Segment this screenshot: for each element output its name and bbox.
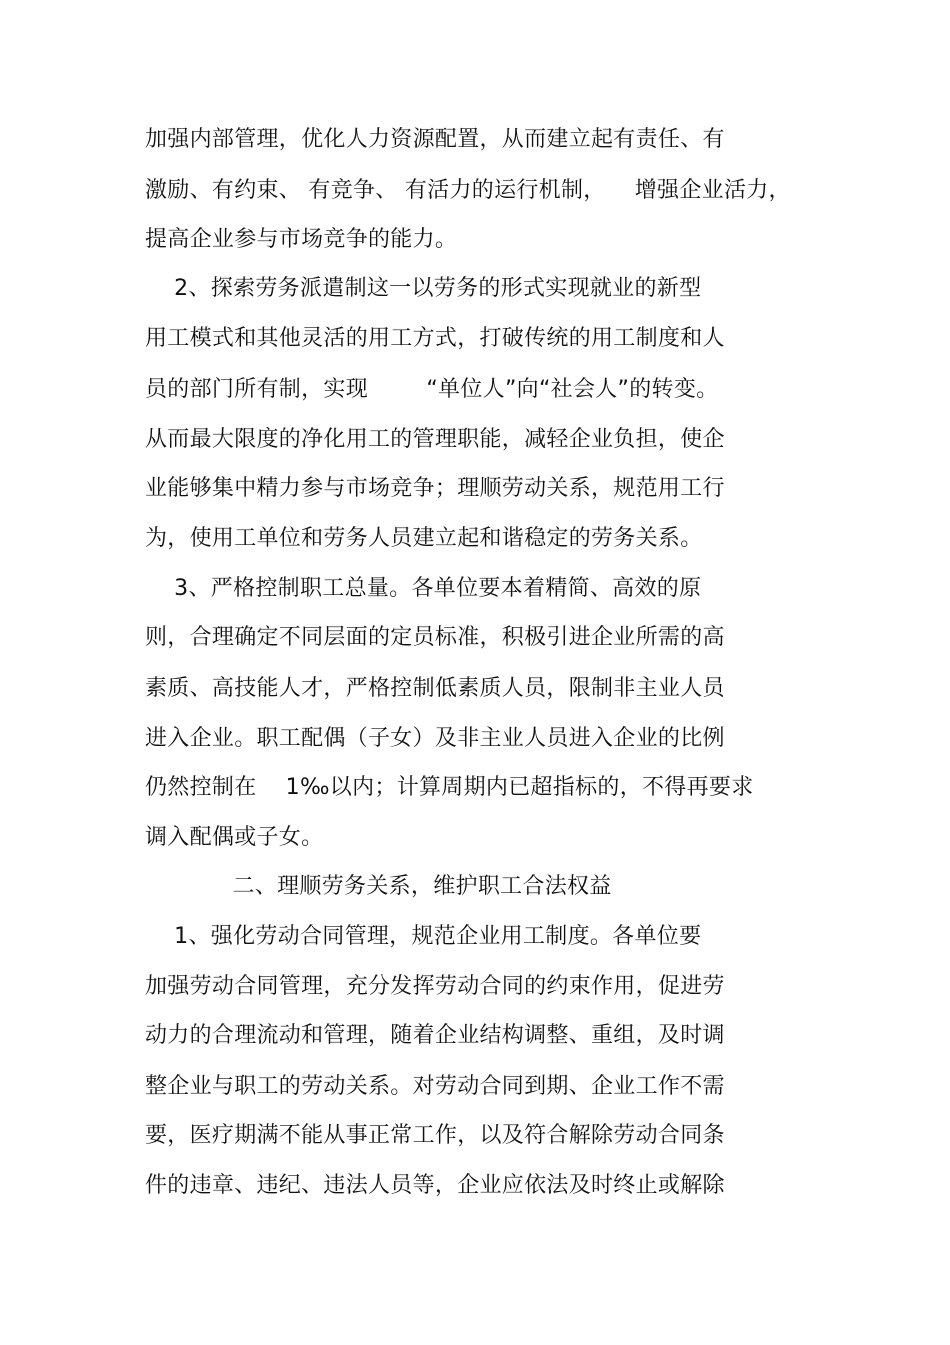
text-line: 用工模式和其他灵活的用工方式，打破传统的用工制度和人 — [145, 326, 725, 351]
section-heading: 二、理顺劳务关系，维护职工合法权益 — [145, 874, 612, 899]
text-line: 整企业与职工的劳动关系。对劳动合同到期、企业工作不需 — [145, 1074, 725, 1099]
text-line: 进入企业。职工配偶（子女）及非主业人员进入企业的比例 — [145, 726, 725, 751]
text-line: 员的部门所有制，实现 “单位人”向“社会人”的转变。 — [145, 377, 719, 402]
text-line: 激励、有约束、 有竞争、 有活力的运行机制， 增强企业活力， — [145, 178, 791, 203]
text-line: 动力的合理流动和管理，随着企业结构调整、重组，及时调 — [145, 1023, 725, 1048]
text-line: 提高企业参与市场竞争的能力。 — [145, 227, 458, 252]
text-line: 2、探索劳务派遣制这一以劳务的形式实现就业的新型 — [145, 276, 702, 301]
text-line: 1、强化劳动合同管理，规范企业用工制度。各单位要 — [145, 924, 702, 949]
text-line: 则，合理确定不同层面的定员标准，积极引进企业所需的高 — [145, 625, 725, 650]
text-line: 3、严格控制职工总量。各单位要本着精简、高效的原 — [145, 576, 702, 601]
text-line: 件的违章、违纪、违法人员等，企业应依法及时终止或解除 — [145, 1173, 725, 1198]
text-line: 业能够集中精力参与市场竞争；理顺劳动关系，规范用工行 — [145, 476, 725, 501]
text-line: 加强内部管理，优化人力资源配置，从而建立起有责任、有 — [145, 127, 725, 152]
text-line: 加强劳动合同管理，充分发挥劳动合同的约束作用，促进劳 — [145, 974, 725, 999]
text-line: 素质、高技能人才，严格控制低素质人员，限制非主业人员 — [145, 676, 725, 701]
text-line: 调入配偶或子女。 — [145, 825, 324, 850]
text-line: 从而最大限度的净化用工的管理职能，减轻企业负担，使企 — [145, 427, 725, 452]
text-line: 要，医疗期满不能从事正常工作，以及符合解除劳动合同条 — [145, 1123, 725, 1148]
text-line: 为，使用工单位和劳务人员建立起和谐稳定的劳务关系。 — [145, 526, 703, 551]
text-line: 仍然控制在 1‰以内；计算周期内已超指标的，不得再要求 — [145, 775, 754, 800]
